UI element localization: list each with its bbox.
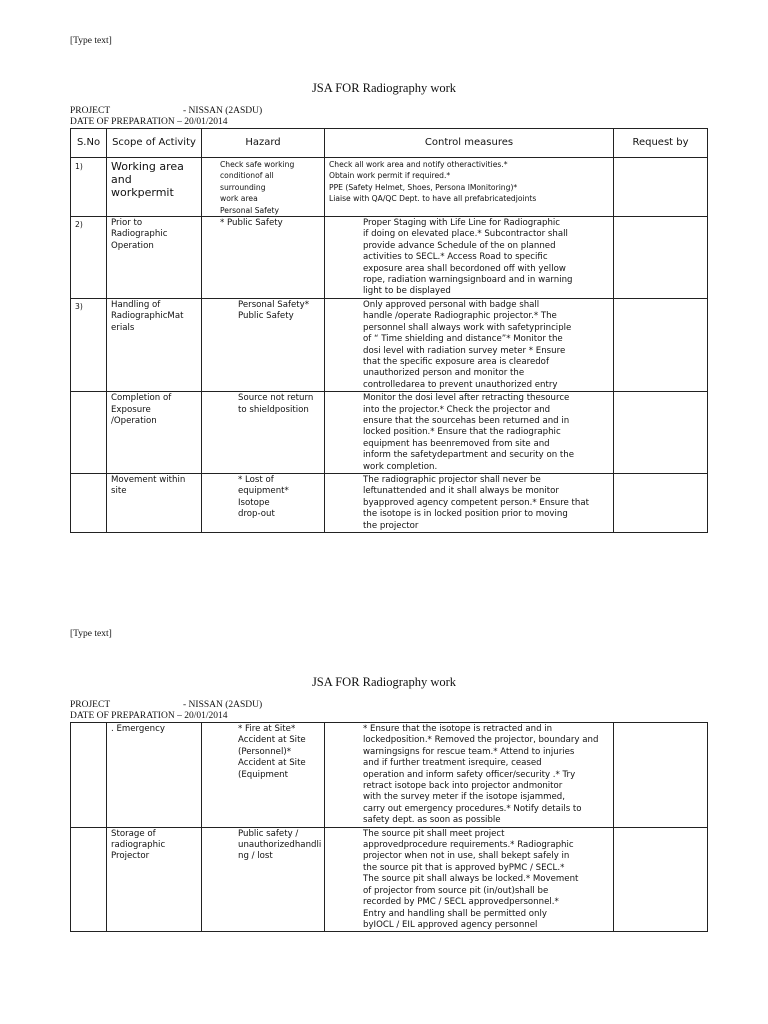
table-row	[71, 217, 708, 299]
page1-jsa-table	[70, 128, 708, 533]
row-sno	[71, 723, 107, 828]
row-request	[614, 827, 708, 932]
row-scope: Storage of radiographic Projector	[107, 827, 202, 932]
row-sno	[71, 473, 107, 532]
page2-jsa-table	[70, 722, 708, 932]
table-row	[71, 158, 708, 217]
page2-header-text: [Type text]	[70, 629, 112, 639]
row-scope: . Emergency	[107, 723, 202, 828]
project-value: - NISSAN (2ASDU)	[183, 700, 263, 710]
row-scope: Completion of Exposure /Operation	[107, 392, 202, 474]
page2-project-line	[70, 700, 262, 711]
table-row	[71, 723, 708, 828]
table-row	[71, 827, 708, 932]
col-header-scope: Scope of Activity	[107, 129, 202, 158]
page1-header-text: [Type text]	[70, 36, 112, 46]
row-control: The radiographic projector shall never be leftunattended and it shall always be monitor byapproved agency competent person.* Ensure that the isotope is in locked position prior to moving the projector	[325, 473, 614, 532]
project-label: PROJECT	[70, 106, 111, 116]
row-sno: 3)	[71, 298, 107, 391]
row-sno: 1)	[71, 158, 107, 217]
col-header-sno: S.No	[71, 129, 107, 158]
row-request	[614, 158, 708, 217]
row-sno	[71, 392, 107, 474]
row-request	[614, 217, 708, 299]
row-control: The source pit shall meet project approvedprocedure requirements.* Radiographic projector when not in use, shall bekept safely in the source pit that is approved byPMC / SECL.* The source pit shall always be locked.* Movement of projector from source pit (in/out)shall be recorded by PMC / SECL approvedpersonnel.* Entry and handling shall be permitted only byIOCL / EIL approved agency personnel	[325, 827, 614, 932]
row-hazard: Source not return to shieldposition	[202, 392, 325, 474]
row-control: Only approved personal with badge shall handle /operate Radiographic projector.* The personnel shall always work with safetyprinciple of “ Time shielding and distance”* Monitor the dosi level with radiation survey meter * Ensure that the specific exposure area is clearedof unauthorized person and monitor the controlledarea to prevent unauthorized entry	[325, 298, 614, 391]
row-request	[614, 473, 708, 532]
page1-project-line	[70, 106, 262, 117]
table-row	[71, 298, 708, 391]
page1-date-line: DATE OF PREPARATION – 20/01/2014	[70, 117, 228, 127]
row-request	[614, 298, 708, 391]
row-request	[614, 392, 708, 474]
row-scope: Working area and workpermit	[107, 158, 202, 217]
row-scope: Prior to Radiographic Operation	[107, 217, 202, 299]
table-row	[71, 473, 708, 532]
row-hazard: Public safety / unauthorizedhandli ng / lost	[202, 827, 325, 932]
row-hazard: * Lost of equipment* Isotope drop-out	[202, 473, 325, 532]
row-scope: Handling of RadiographicMat erials	[107, 298, 202, 391]
row-hazard: * Fire at Site* Accident at Site (Personnel)* Accident at Site (Equipment	[202, 723, 325, 828]
row-control: Monitor the dosi level after retracting thesource into the projector.* Check the projector and ensure that the sourcehas been returned and in locked position.* Ensure that the radiographic equipment has beenremoved from site and inform the safetydepartment and security on the work completion.	[325, 392, 614, 474]
row-hazard: * Public Safety	[202, 217, 325, 299]
col-header-hazard: Hazard	[202, 129, 325, 158]
row-hazard: Check safe working conditionof all surrounding work area Personal Safety	[202, 158, 325, 217]
row-control: Proper Staging with Life Line for Radiographic if doing on elevated place.* Subcontractor shall provide advance Schedule of the on planned activities to SECL.* Access Road to specific exposure area shall becordoned off with yellow rope, radiation warningsignboard and in warning light to be displayed	[325, 217, 614, 299]
page2-date-line: DATE OF PREPARATION – 20/01/2014	[70, 711, 228, 721]
page2-title: JSA FOR Radiography work	[311, 675, 457, 689]
row-hazard: Personal Safety* Public Safety	[202, 298, 325, 391]
row-request	[614, 723, 708, 828]
col-header-control: Control measures	[325, 129, 614, 158]
table-header-row	[71, 129, 708, 158]
table-row	[71, 392, 708, 474]
project-label: PROJECT	[70, 700, 111, 710]
row-control: * Ensure that the isotope is retracted and in lockedposition.* Removed the projector, boundary and warningsigns for rescue team.* Attend to injuries and if further treatment isrequire, ceased operation and inform safety officer/security .* Try retract isotope back into projector andmonitor with the survey meter if the isotope isjammed, carry out emergency procedures.* Notify details to safety dept. as soon as possible	[325, 723, 614, 828]
row-sno: 2)	[71, 217, 107, 299]
row-scope: Movement within site	[107, 473, 202, 532]
project-value: - NISSAN (2ASDU)	[183, 106, 263, 116]
row-sno	[71, 827, 107, 932]
col-header-request: Request by	[614, 129, 708, 158]
row-control: Check all work area and notify otheractivities.* Obtain work permit if required.* PPE (Safety Helmet, Shoes, Persona lMonitoring)* Liaise with QA/QC Dept. to have all prefabricatedjoints	[325, 158, 614, 217]
page1-title: JSA FOR Radiography work	[311, 81, 457, 95]
